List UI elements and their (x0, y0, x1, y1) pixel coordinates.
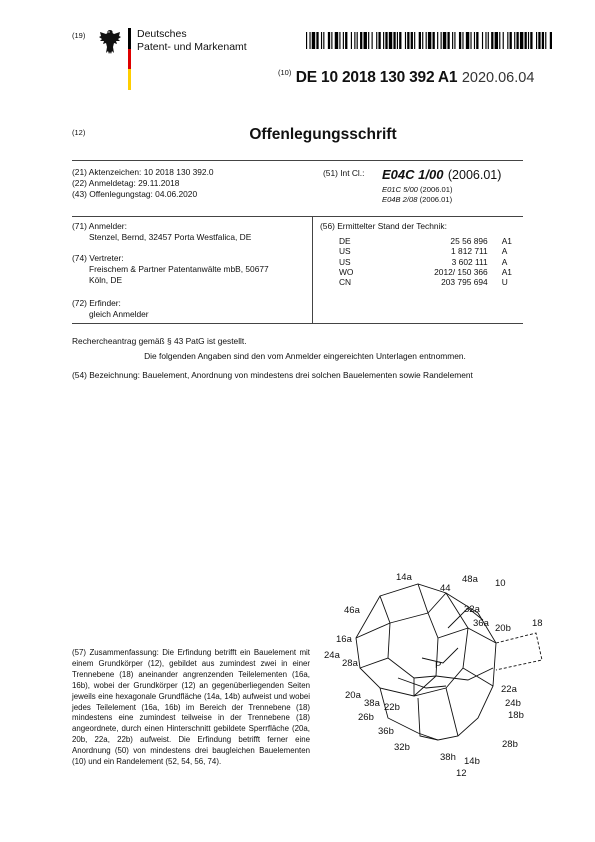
reference-numeral: 22b (384, 702, 400, 713)
reference-numeral: 38h (440, 752, 456, 763)
barcode-bar (538, 32, 540, 49)
barcode-bar (503, 32, 504, 49)
barcode-bar (378, 32, 380, 49)
publication-day: (43) Offenlegungstag: 04.06.2020 (72, 189, 198, 199)
barcode-bar (321, 32, 322, 49)
barcode-bar (397, 32, 398, 49)
barcode-bar (520, 32, 523, 49)
barcode-bar (323, 32, 324, 49)
prior-art-kind: A1 (501, 266, 512, 277)
barcode-bar (428, 32, 431, 49)
int-cl-sub-2 (382, 194, 452, 205)
barcode-bar (525, 32, 527, 49)
barcode-bar (376, 32, 377, 49)
barcode-bar (447, 32, 449, 49)
reference-numeral: 20a (345, 690, 361, 701)
reference-numeral: 14b (464, 756, 480, 767)
barcode-bar (441, 32, 442, 49)
int-cl-sub-version: (2006.01) (420, 185, 453, 194)
barcode-bar (528, 32, 529, 49)
inid-10: (10) (278, 68, 292, 77)
reference-numeral: 14a (396, 572, 412, 583)
barcode-bar (335, 32, 338, 49)
prior-art-kind: A (501, 256, 508, 267)
barcode-bar (437, 32, 438, 49)
disclaimer-note: Die folgenden Angaben sind den vom Anmelder eingereichten Unterlagen entnommen. (144, 351, 466, 361)
patent-drawing (318, 568, 554, 782)
barcode-bar (316, 32, 318, 49)
reference-numeral: 32a (464, 604, 480, 615)
barcode-bar (343, 32, 344, 49)
barcode-bar (495, 32, 498, 49)
representative-line1: Freischem & Partner Patentanwälte mbB, 50677 (89, 264, 269, 274)
inid-19: (19) (72, 31, 86, 40)
prior-art-label: (56) Ermittelter Stand der Technik: (320, 221, 447, 231)
int-cl-label: (51) Int Cl.: (323, 168, 365, 178)
reference-numeral: 44 (440, 583, 451, 594)
inid-12: (12) (72, 128, 86, 137)
barcode-bar (393, 32, 395, 49)
barcode-bar (454, 32, 455, 49)
prior-art-kind: U (501, 277, 508, 288)
barcode-bar (411, 32, 413, 49)
barcode-bar (443, 32, 446, 49)
reference-numeral: 36a (473, 618, 489, 629)
barcode-bar (345, 32, 347, 49)
inventor: gleich Anmelder (89, 309, 149, 319)
barcode-bar (550, 32, 552, 49)
int-cl-sub-code: E01C 5/00 (382, 185, 418, 194)
column-divider (312, 216, 313, 323)
document-title: Offenlegungsschrift (249, 126, 397, 143)
prior-art-kind: A1 (501, 236, 512, 246)
prior-art-row (339, 267, 539, 277)
drawing-labels (324, 572, 543, 779)
reference-numeral: 20b (495, 623, 511, 634)
barcode-bar (485, 32, 486, 49)
reference-numeral: 24b (505, 698, 521, 709)
prior-art-number: 2012/ 150 366 (434, 266, 488, 277)
barcode (306, 32, 552, 49)
barcode-bar (360, 32, 362, 49)
barcode-bar (331, 32, 332, 49)
reference-numeral: 26b (358, 712, 374, 723)
reference-numeral: 28a (342, 658, 358, 669)
office-name-line2: Patent- und Markenamt (137, 40, 247, 53)
reference-numeral: 16a (336, 634, 352, 645)
barcode-bar (542, 32, 544, 49)
prior-art-row (339, 257, 539, 267)
reference-numeral: 10 (495, 578, 506, 589)
applicant-label: (71) Anmelder: (72, 221, 127, 231)
prior-art-country: CN (339, 277, 352, 288)
flag-gold (128, 69, 131, 90)
reference-numeral: 32b (394, 742, 410, 753)
reference-numeral: 46a (344, 605, 360, 616)
barcode-bar (312, 32, 315, 49)
reference-numeral: 24a (324, 650, 340, 661)
barcode-bar (364, 32, 367, 49)
barcode-bar (309, 32, 310, 49)
reference-numeral: 18b (508, 710, 524, 721)
publication-number: DE 10 2018 130 392 A1 (295, 69, 458, 86)
abstract-text: (57) Zusammenfassung: Die Erfindung betrifft ein Bauelement mit einem Grundkörper (12), gebildet aus zumindest zwei in einer Trennebene (18) aneinander angrenzenden Teilelementen (16a, 16b), wobei der Grundkörper (12) an gegenüberliegenden Seiten jeweils eine hexagonale Grundfläche (14a, 14b) aufweist und wobei jedes Teilelement (16a, 16b) im Bereich der Trennebene (18) mindestens eine zumindest teilweise in der Trennebene (18) angeordnete, durch einen Hinterschnitt gebildete Sperrfläche (20a, 20b, 22a, 22b) aufweist. Die Erfindung betrifft ferner eine Anordnung (50) von mindestens drei baugleichen Bauelementen (10) und ein Randelement (52, 54, 56, 74). (72, 648, 310, 767)
barcode-bar (339, 32, 340, 49)
barcode-bar (426, 32, 427, 49)
filing-date: (22) Anmeldetag: 29.11.2018 (72, 178, 180, 188)
prior-art-number: 203 795 694 (441, 277, 488, 288)
int-cl-main-version: (2006.01) (447, 168, 502, 182)
reference-numeral: 22a (501, 684, 517, 695)
prior-art-country: US (339, 246, 351, 257)
reference-numeral: 28b (502, 739, 518, 750)
prior-art-number: 25 56 896 (450, 236, 488, 246)
publication-number-line (278, 68, 534, 87)
barcode-bar (399, 32, 401, 49)
barcode-bar (466, 32, 469, 49)
barcode-bar (385, 32, 387, 49)
applicant: Stenzel, Bernd, 32457 Porta Westfalica, DE (89, 232, 252, 242)
inventor-label: (72) Erfinder: (72, 298, 121, 308)
representative-label: (74) Vertreter: (72, 253, 124, 263)
barcode-bar (459, 32, 461, 49)
publication-date: 2020.06.04 (461, 70, 535, 86)
barcode-bar (368, 32, 369, 49)
barcode-bar (474, 32, 475, 49)
search-request-note: Rechercheantrag gemäß § 43 PatG ist gestellt. (72, 336, 247, 346)
barcode-bar (516, 32, 518, 49)
int-cl-sub-code: E04B 2/08 (382, 195, 418, 204)
barcode-bar (476, 32, 478, 49)
divider-top (72, 160, 523, 161)
reference-numeral: 12 (456, 768, 467, 779)
office-name (137, 28, 247, 53)
barcode-bar (507, 32, 508, 49)
barcode-bar (419, 32, 421, 49)
barcode-bar (462, 32, 463, 49)
barcode-bar (383, 32, 384, 49)
barcode-bar (452, 32, 453, 49)
federal-eagle-icon (98, 28, 122, 56)
barcode-bar (422, 32, 423, 49)
office-name-line1: Deutsches (137, 28, 187, 40)
int-cl-main-line (382, 166, 501, 184)
prior-art-number: 3 602 111 (451, 256, 488, 267)
barcode-bar (530, 32, 532, 49)
barcode-bar (405, 32, 406, 49)
barcode-bar (470, 32, 471, 49)
application-number: (21) Aktenzeichen: 10 2018 130 392.0 (72, 167, 214, 177)
prior-art-row (339, 236, 539, 246)
prior-art-country: US (339, 256, 351, 267)
barcode-bar (499, 32, 500, 49)
prior-art-country: WO (339, 266, 354, 277)
reference-numeral: 48a (462, 574, 478, 585)
barcode-bar (491, 32, 493, 49)
barcode-bar (306, 32, 307, 49)
barcode-bar (482, 32, 483, 49)
reference-numeral: 38a (364, 698, 380, 709)
prior-art-country: DE (339, 236, 351, 246)
prior-art-row (339, 277, 539, 287)
int-cl-main: E04C 1/00 (382, 167, 444, 182)
barcode-bar (433, 32, 435, 49)
barcode-bar (351, 32, 352, 49)
reference-numeral: 18 (532, 618, 543, 629)
barcode-bar (407, 32, 409, 49)
barcode-bar (354, 32, 355, 49)
prior-art-table (339, 236, 539, 287)
barcode-bar (328, 32, 330, 49)
representative-line2: Köln, DE (89, 275, 123, 285)
barcode-bar (414, 32, 415, 49)
prior-art-row (339, 246, 539, 256)
prior-art-number: 1 812 711 (451, 246, 488, 257)
german-flag-bar (128, 28, 131, 90)
reference-numeral: P (435, 660, 442, 671)
barcode-bar (514, 32, 515, 49)
divider-parties (72, 216, 523, 217)
divider-bottom (72, 323, 523, 324)
reference-numeral: 36b (378, 726, 394, 737)
barcode-bar (357, 32, 358, 49)
flag-black (128, 28, 131, 49)
prior-art-kind: A (501, 246, 508, 257)
barcode-bar (389, 32, 392, 49)
designation: (54) Bezeichnung: Bauelement, Anordnung von mindestens drei solchen Bauelementen sowie Randelement (72, 370, 473, 380)
barcode-bar (488, 32, 489, 49)
barcode-bar (536, 32, 537, 49)
barcode-bar (510, 32, 512, 49)
barcode-bar (545, 32, 546, 49)
barcode-bar (372, 32, 373, 49)
flag-red (128, 49, 131, 70)
int-cl-sub-version: (2006.01) (419, 195, 453, 204)
